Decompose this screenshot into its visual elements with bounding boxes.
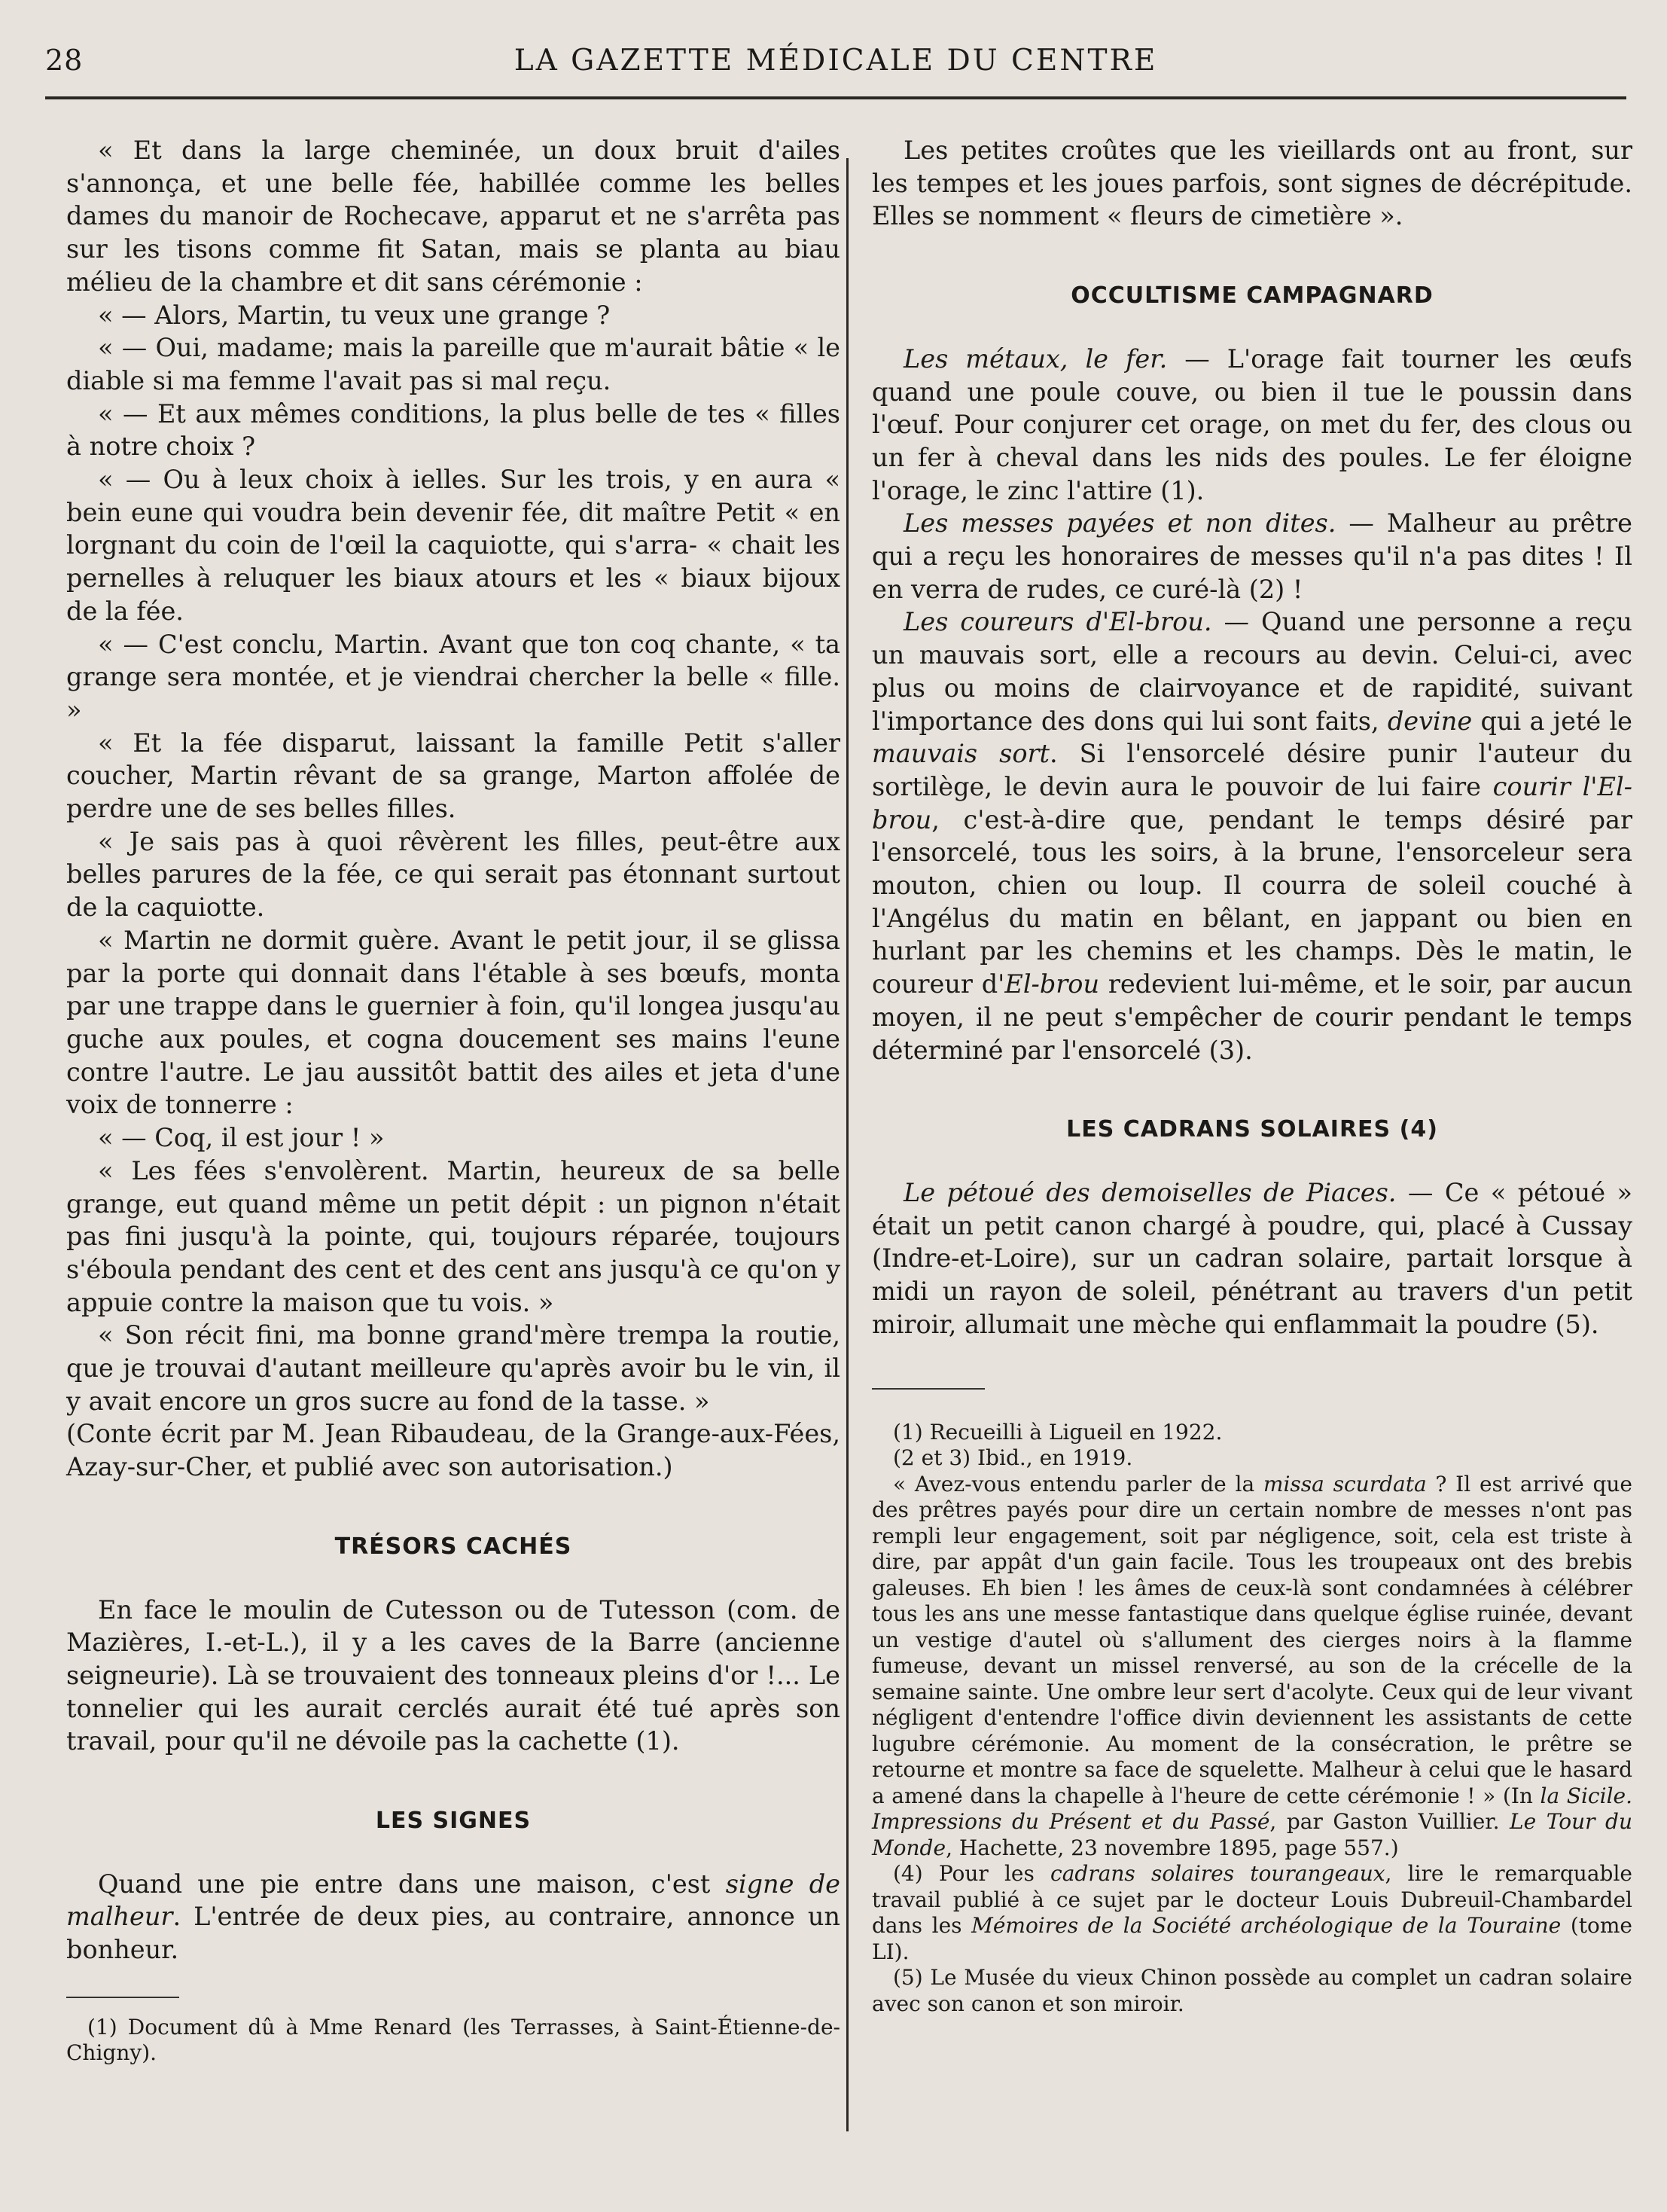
story-paragraph: « Martin ne dormit guère. Avant le petit jour, il se glissa par la porte qui donnait dans l'étable à ses bœufs, monta par une trappe dans le guernier à foin, qu'il longea jusqu'au guche aux poules, et cogna doucement ses mains l'eune contre l'autre. Le jau aussitôt battit des ailes et jeta d'une voix de tonnerre : [66,925,840,1120]
left-footnotes [66,2015,840,2067]
left-column [66,134,840,2067]
footnote-5: (5) Le Musée du vieux Chinon possède au complet un cadran solaire avec son canon et son miroir. [872,1965,1632,2016]
petoue-paragraph: Le pétoué des demoiselles de Piaces. — Ce « pétoué » était un petit canon chargé à poudre, qui, placé à Cussay (Indre-et-Loire), sur un cadran solaire, partait lorsque à midi un rayon de soleil, pénétrant au travers d'un petit miroir, allumait une mèche qui enflammait la poudre (5). [872,1177,1632,1339]
section-title-signes: LES SIGNES [375,1808,532,1835]
story-paragraph: « Les fées s'envolèrent. Martin, heureux de sa belle grange, eut quand même un petit dépit : un pignon n'était pas fini jusqu'à la pointe, qui, toujours réparée, toujours s'éboula pendant des cent et des cent ans jusqu'à ce qu'on y appuie contre la maison que tu vois. » [66,1155,840,1317]
story-credit: (Conte écrit par M. Jean Ribaudeau, de la Grange-aux-Fées, Azay-sur-Cher, et publié avec son autorisation.) [66,1419,840,1482]
section-title-occultisme: OCCULTISME CAMPAGNARD [1071,282,1434,310]
right-footnotes [872,1420,1632,2018]
page-number: 28 [45,44,84,77]
story-paragraph: « Son récit fini, ma bonne grand'mère trempa la routie, que je trouvai d'autant meilleure qu'après avoir bu le vin, il y avait encore un gros sucre au fond de la tasse. » [66,1320,840,1416]
story-text [66,134,840,1417]
tresors-text: En face le moulin de Cutesson ou de Tutesson (com. de Mazières, I.-et-L.), il y a les caves de la Barre (ancienne seigneurie). Là se trouvaient des tonneaux pleins d'or !... Le tonnelier qui les aurait cerclés aurait été tué après son travail, pour qu'il ne dévoile pas la cachette (1). [66,1594,840,1756]
story-paragraph: « — Coq, il est jour ! » [98,1123,385,1153]
journal-title: LA GAZETTE MÉDICALE DU CENTRE [514,44,1158,78]
footnote-4: (4) Pour les cadrans solaires tourangeaux, lire le remarquable travail publié à ce sujet par le docteur Louis Dubreuil-Chambardel dans les Mémoires de la Société archéologique de la Touraine (tome LI). [872,1861,1632,1964]
column-divider [846,158,849,2131]
right-column [872,134,1632,2017]
story-paragraph: « — C'est conclu, Martin. Avant que ton coq chante, « ta grange sera montée, et je viendrai chercher la belle « fille. » [66,629,840,725]
header-rule [45,96,1626,99]
section-title-cadrans: LES CADRANS SOLAIRES (4) [1066,1116,1438,1143]
story-paragraph: « Et dans la large cheminée, un doux bruit d'ailes s'annonça, et une belle fée, habillée comme les belles dames du manoir de Rochecave, apparut et ne s'arrêta pas sur les tisons comme fit Satan, mais se planta au biau mélieu de la chambre et dit sans cérémonie : [66,136,840,297]
story-paragraph: « — Oui, madame; mais la pareille que m'aurait bâtie « le diable si ma femme l'avait pas si mal reçu. [66,333,840,395]
story-paragraph: « — Alors, Martin, tu veux une grange ? [98,300,611,330]
footnote-1-left: (1) Document dû à Mme Renard (les Terrasses, à Saint-Étienne-de-Chigny). [66,2014,840,2066]
story-paragraph: « Et la fée disparut, laissant la famille Petit s'aller coucher, Martin rêvant de sa grange, Marton affolée de perdre une de ses belles filles. [66,728,840,824]
signes-continued: Les petites croûtes que les vieillards ont au front, sur les tempes et les joues parfois, sont signes de décrépitude. Elles se nomment « fleurs de cimetière ». [872,136,1632,231]
coureurs-paragraph: Les coureurs d'El-brou. — Quand une personne a reçu un mauvais sort, elle a recours au devin. Celui-ci, avec plus ou moins de clairvoyance et de rapidité, suivant l'importance des dons qui lui sont faits, devine qui a jeté le mauvais sort. Si l'ensorcelé désire punir l'auteur du sortilège, le devin aura le pouvoir de lui faire courir l'El-brou, c'est-à-dire que, pendant le temps désiré par l'ensorcelé, tous les soirs, à la brune, l'ensorceleur sera mouton, chien ou loup. Il courra de soleil couché à l'Angélus du matin en bêlant, en jappant ou bien en hurlant par les chemins et les champs. Dès le matin, le coureur d'El-brou redevient lui-même, et le soir, par aucun moyen, il ne peut s'empêcher de courir pendant le temps déterminé par l'ensorcelé (3). [872,607,1633,1065]
messes-paragraph: Les messes payées et non dites. — Malheur au prêtre qui a reçu les honoraires de messes qu'il n'a pas dites ! Il en verra de rudes, ce curé-là (2) ! [872,508,1632,604]
section-title-tresors: TRÉSORS CACHÉS [334,1533,572,1560]
story-paragraph: « — Ou à leux choix à ielles. Sur les trois, y en aura « bein eune qui voudra bein devenir fée, dit maître Petit « en lorgnant du coin de l'œil la caquiotte, qui s'arra- « chait les pernelles à reluquer les biaux atours et les « biaux bijoux de la fée. [66,465,840,626]
footnote-2-3: (2 et 3) Ibid., en 1919. [893,1445,1133,1470]
metaux-paragraph: Les métaux, le fer. — L'orage fait tourner les œufs quand une poule couve, ou bien il tue le poussin dans l'œuf. Pour conjurer cet orage, on met du fer, des clous ou un fer à cheval dans les nids des poules. Le fer éloigne l'orage, le zinc l'attire (1). [872,343,1632,505]
signes-text: Quand une pie entre dans une maison, c'est signe de malheur. L'entrée de deux pies, au contraire, annonce un bonheur. [66,1869,840,1965]
footnote-quote: « Avez-vous entendu parler de la missa scurdata ? Il est arrivé que des prêtres payés pour dire un certain nombre de messes n'ont pas rempli leur engagement, soit par négligence, soit, cela est triste à dire, par appât d'un gain facile. Tous les troupeaux ont des brebis galeuses. Eh bien ! les âmes de ceux-là sont condamnées à célébrer tous les ans une messe fantastique dans quelque église ruinée, devant un vestige d'autel où s'allument des cierges noirs à la flamme fumeuse, devant un missel renversé, au son de la crécelle de la semaine sainte. Une ombre leur sert d'acolyte. Ceux qui de leur vivant négligent d'entendre l'office divin deviennent les assistants de cette lugubre cérémonie. Au moment de la consécration, le prêtre se retourne et montre sa face de squelette. Malheur à celui que le hasard a amené dans la chapelle à l'heure de cette cérémonie ! » (In la Sicile. Impressions du Présent et du Passé, par Gaston Vuillier. Le Tour du Monde, Hachette, 23 novembre 1895, page 557.) [872,1471,1632,1860]
page-header [45,44,1626,84]
story-paragraph: « Je sais pas à quoi rêvèrent les filles, peut-être aux belles parures de la fée, ce qui serait pas étonnant surtout de la caquiotte. [66,826,840,923]
story-paragraph: « — Et aux mêmes conditions, la plus belle de tes « filles à notre choix ? [66,398,840,462]
footnote-1: (1) Recueilli à Ligueil en 1922. [893,1419,1223,1445]
